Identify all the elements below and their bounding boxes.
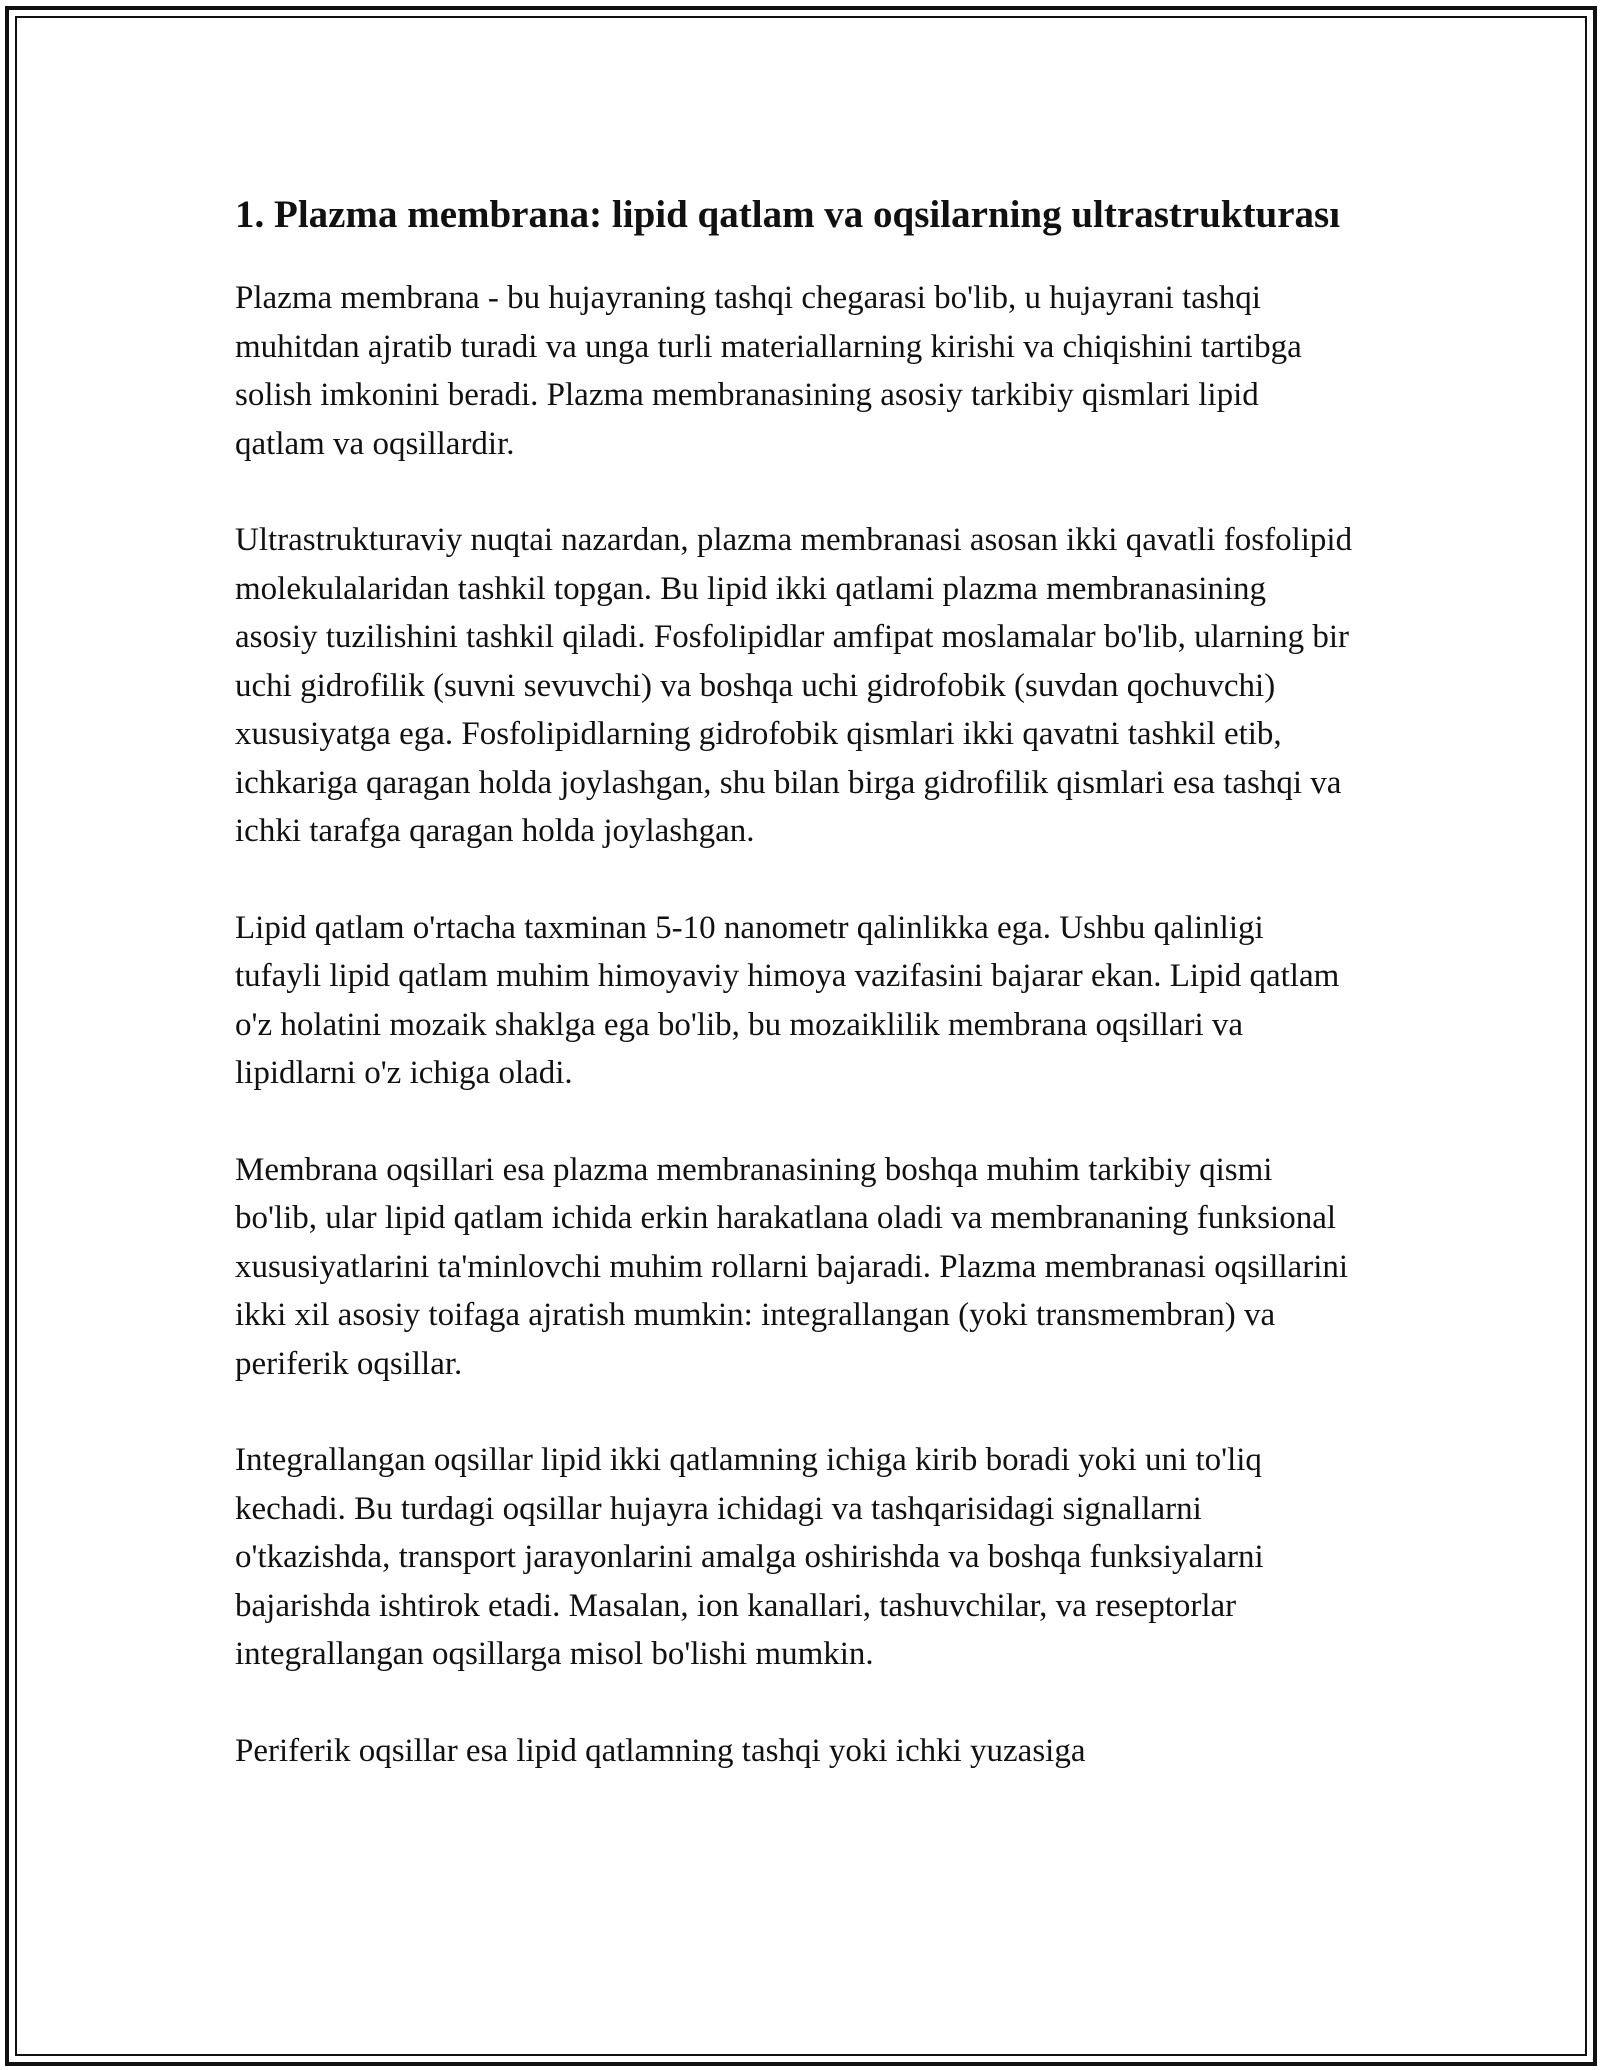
section-heading: 1. Plazma membrana: lipid qatlam va oqsilarning ultrastrukturası [235, 193, 1341, 236]
paragraph-peripheral-proteins: Periferik oqsillar esa lipid qatlamning tashqi yoki ichki yuzasiga [235, 1732, 1086, 1769]
paragraph-lipid-thickness: Lipid qatlam o'rtacha taxminan 5-10 nanometr qalinlikka ega. Ushbu qalinligi tufayli lipid qatlam muhim himoyaviy himoya vazifasini bajarar ekan. Lipid qatlam o'z holatini mozaik shaklga ega bo'lib, bu mozaiklilik membrana oqsillari va lipidlarni o'z ichiga oladi. [235, 909, 1340, 1091]
paragraph-ultrastructure: Ultrastrukturaviy nuqtai nazardan, plazma membranasi asosan ikki qavatli fosfolipid molekulalaridan tashkil topgan. Bu lipid ikki qatlami plazma membranasining asosiy tuzilishini tashkil qiladi. Fosfolipidlar amfipat moslamalar bo'lib, ularning bir uchi gidrofilik (suvni sevuvchi) va boshqa uchi gidrofobik (suvdan qochuvchi) xususiyatga ega. Fosfolipidlarning gidrofobik qismlari ikki qavatni tashkil etib, ichkariga qaragan holda joylashgan, shu bilan birga gidrofilik qismlari esa tashqi va ichki tarafga qaragan holda joylashgan. [235, 522, 1353, 849]
document-body [235, 186, 1355, 1823]
paragraph-integral-proteins: Integrallangan oqsillar lipid ikki qatlamning ichiga kirib boradi yoki uni to'liq kechadi. Bu turdagi oqsillar hujayra ichidagi va tashqarisidagi signallarni o'tkazishda, transport jarayonlarini amalga oshirishda va boshqa funksiyalarni bajarishda ishtirok etadi. Masalan, ion kanallari, tashuvchilar, va reseptorlar integrallangan oqsillarga misol bo'lishi mumkin. [235, 1442, 1264, 1672]
paragraph-membrane-proteins: Membrana oqsillari esa plazma membranasining boshqa muhim tarkibiy qismi bo'lib, ular lipid qatlam ichida erkin harakatlana oladi va membrananing funksional xususiyatlarini ta'minlovchi muhim rollarni bajaradi. Plazma membranasi oqsillarini ikki xil asosiy toifaga ajratish mumkin: integrallangan (yoki transmembran) va periferik oqsillar. [235, 1151, 1349, 1382]
paragraph-intro: Plazma membrana - bu hujayraning tashqi chegarasi bo'lib, u hujayrani tashqi muhitdan ajratib turadi va unga turli materiallarning kirishi va chiqishini tartibga solish imkonini beradi. Plazma membranasining asosiy tarkibiy qismlari lipid qatlam va oqsillardir. [235, 280, 1302, 462]
